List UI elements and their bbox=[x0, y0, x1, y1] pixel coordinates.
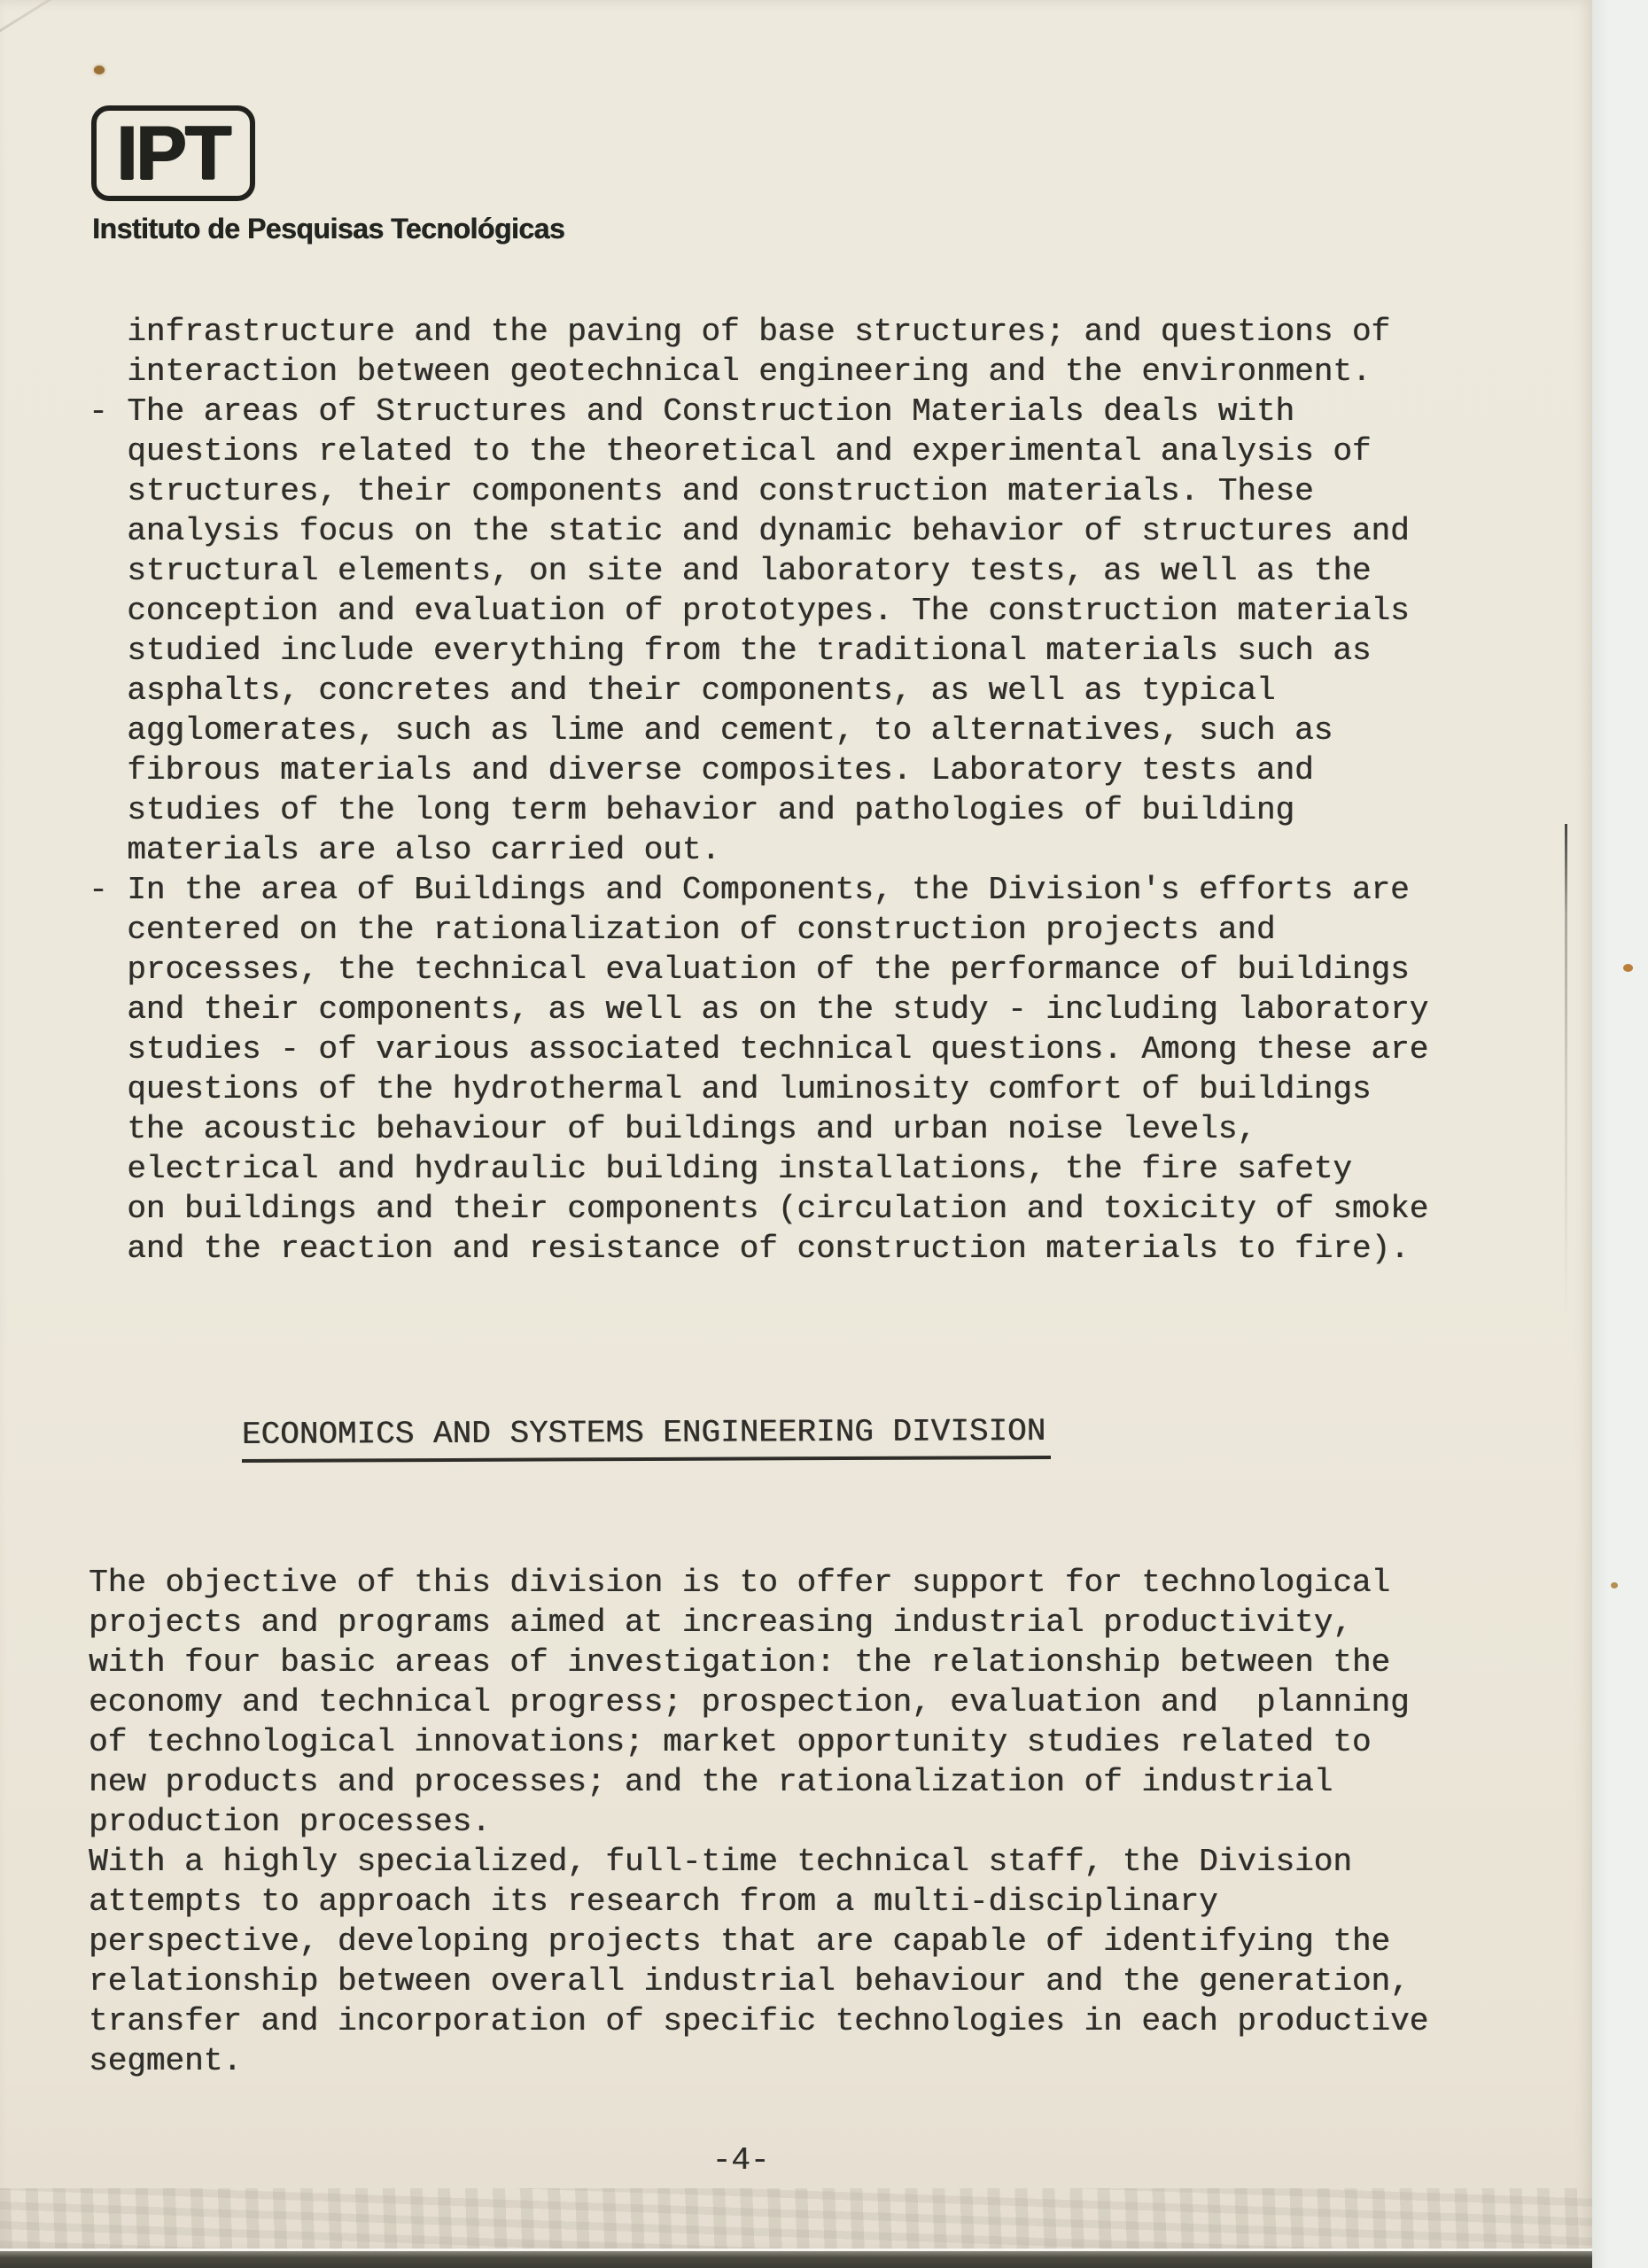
paragraph-technical-staff: With a highly specialized, full-time technical staff, the Division attempts to approach its research from a multi-disciplinary perspective, developing projects that are capable of identifying the relationship between overall industrial behaviour and the generation, transfer and incorporation of specific technologies in each productive segment. bbox=[89, 1844, 1429, 2079]
section-heading-text: ECONOMICS AND SYSTEMS ENGINEERING DIVISION bbox=[242, 1411, 1052, 1463]
ipt-logo-text: IPT bbox=[116, 111, 230, 196]
page-number: -4- bbox=[711, 2142, 770, 2179]
paragraph-continuation-geotechnical: infrastructure and the paving of base structures; and questions of interaction between geotechnical engineering and the environment. bbox=[127, 314, 1391, 390]
scan-bottom-edge bbox=[0, 2249, 1592, 2268]
paper-bottom-texture bbox=[0, 2188, 1592, 2249]
ipt-logo bbox=[91, 105, 255, 201]
typewritten-body bbox=[89, 312, 1542, 2081]
bullet-structures-and-construction-materials: - The areas of Structures and Construction Materials deals with questions related to the theoretical and experimental analysis of structures, their components and construction materials. These analysis focus on the static and dynamic behavior of structures and structural elements, on site and laboratory tests, as well as the conception and evaluation of prototypes. The construction materials studied include everything from the traditional materials such as asphalts, concretes and their components, as well as typical agglomerates, such as lime and cement, to alternatives, such as fibrous materials and diverse composites. Laboratory tests and studies of the long term behavior and pathologies of building materials are also carried out. bbox=[89, 393, 1410, 868]
paper-speck bbox=[94, 66, 105, 74]
section-heading-economics-division bbox=[89, 1375, 1542, 1503]
paper-speck bbox=[1623, 964, 1633, 972]
corner-crease bbox=[0, 0, 132, 49]
scan-crease-line bbox=[1565, 824, 1567, 1320]
scanner-background-right bbox=[1592, 0, 1648, 2268]
paragraph-division-objective: The objective of this division is to offer support for technological projects and programs aimed at increasing industrial productivity, with four basic areas of investigation: the relationship between the economy and technical progress; prospection, evaluation and planning of technological innovations; market opportunity studies related to new products and processes; and the rationalization of industrial production processes. bbox=[89, 1565, 1410, 1840]
paper-speck bbox=[1611, 1582, 1618, 1588]
organization-name: Instituto de Pesquisas Tecnológicas bbox=[92, 213, 565, 245]
bullet-buildings-and-components: - In the area of Buildings and Components, the Division's efforts are centered on the rationalization of construction projects and processes, the technical evaluation of the performance of buildings and their components, as well as on the study - including laboratory studies - of various associated technical questions. Among these are questions of the hydrothermal and luminosity comfort of buildings the acoustic behaviour of buildings and urban noise levels, electrical and hydraulic building installations, the fire safety on buildings and their components (circulation and toxicity of smoke and the reaction and resistance of construction materials to fire). bbox=[89, 872, 1429, 1267]
